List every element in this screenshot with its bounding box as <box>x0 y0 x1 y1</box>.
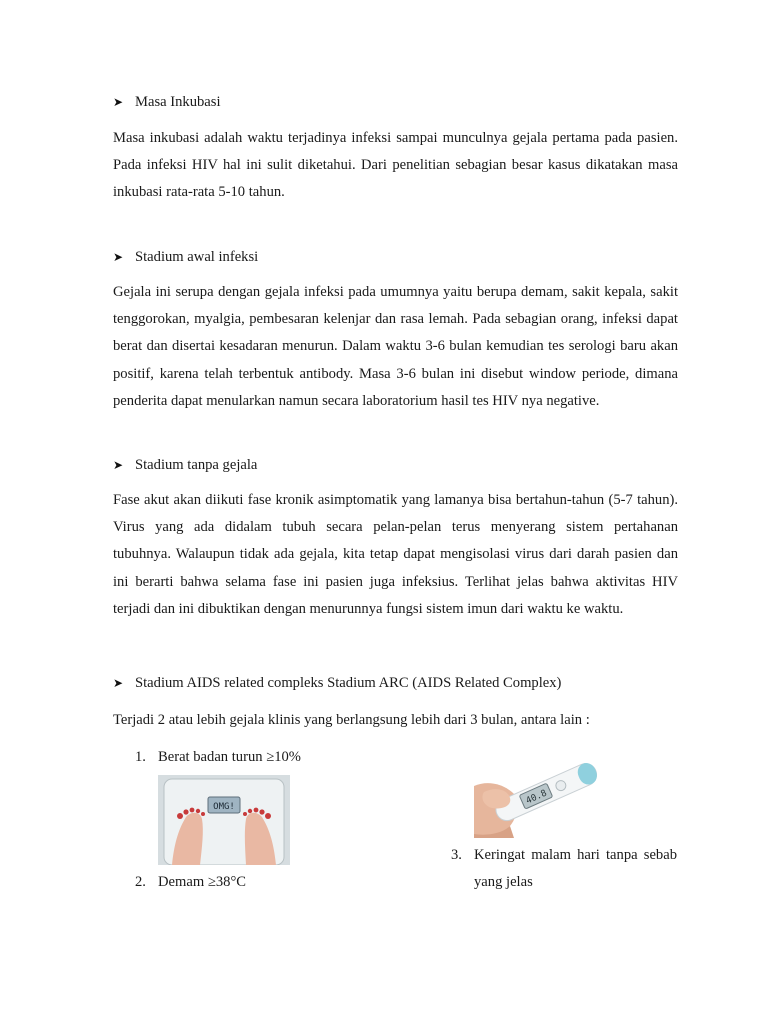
bathroom-scale-image <box>158 775 290 865</box>
scale-illustration <box>158 775 290 865</box>
text-line: terjadi dan ini dibuktikan dengan menurunnya fungsi sistem imun dari waktu ke waktu. <box>113 600 624 617</box>
arrow-bullet-icon: ➤ <box>113 676 124 690</box>
section-title: Stadium AIDS related compleks Stadium ARC (AIDS Related Complex) <box>135 675 562 691</box>
text-line: ini berarti bahwa selama fase ini pasien juga infeksius. Terlihat jelas bahwa aktivitas HIV <box>113 573 678 590</box>
section-heading <box>113 247 258 267</box>
text-line: Pada infeksi HIV hal ini sulit diketahui. Dari penelitian sebagian besar kasus dikatakan masa <box>113 157 678 174</box>
text-line: Virus yang ada didalam tubuh secara pelan-pelan terus menyerang sistem pertahanan <box>113 519 678 536</box>
arrow-bullet-icon: ➤ <box>113 95 124 109</box>
thermometer-display-text: 40.8 <box>524 788 549 807</box>
thermometer-illustration <box>474 746 602 838</box>
document-page <box>113 0 678 1024</box>
text-line: Masa inkubasi adalah waktu terjadinya infeksi sampai munculnya gejala pertama pada pasien. <box>113 130 678 146</box>
section-title: Stadium awal infeksi <box>135 249 259 265</box>
section-title: Masa Inkubasi <box>135 94 221 110</box>
list-text: Keringat malam hari tanpa sebab <box>474 847 677 863</box>
list-item <box>135 869 246 896</box>
list-text-block <box>474 842 677 896</box>
section-heading <box>113 92 221 112</box>
arrow-bullet-icon: ➤ <box>113 458 124 472</box>
list-number: 1. <box>135 749 146 765</box>
list-text: yang jelas <box>474 874 533 890</box>
arrow-bullet-icon: ➤ <box>113 250 124 264</box>
text-line: berat dan disertai kesadaran menurun. Dalam waktu 3-6 bulan kemudian tes serologi baru akan <box>113 338 678 355</box>
list-item <box>135 744 301 771</box>
section-paragraph <box>113 707 678 734</box>
text-line: penderita dapat menularkan namun secara laboratorium hasil tes HIV nya negative. <box>113 392 600 409</box>
text-line: Gejala ini serupa dengan gejala infeksi pada umumnya yaitu berupa demam, sakit kepala, sakit <box>113 284 678 300</box>
section-title: Stadium tanpa gejala <box>135 457 258 473</box>
text-line: Terjadi 2 atau lebih gejala klinis yang berlangsung lebih dari 3 bulan, antara lain : <box>113 712 590 728</box>
scale-display-text: OMG! <box>213 802 235 812</box>
list-text: Demam ≥38°C <box>158 874 247 890</box>
text-line: inkubasi rata-rata 5-10 tahun. <box>113 184 285 201</box>
section-paragraph <box>113 125 678 207</box>
text-line: Fase akut akan diikuti fase kronik asimptomatik yang lamanya bisa bertahun-tahun (5-7 tahun). <box>113 492 678 508</box>
section-heading <box>113 455 257 475</box>
list-number: 2. <box>135 874 146 890</box>
text-line: tubuhnya. Walaupun tidak ada gejala, kita tetap dapat mengisolasi virus dari darah pasien dan <box>113 546 678 563</box>
list-number: 3. <box>451 847 462 863</box>
text-line: positif, karena telah terbentuk antibody. Masa 3-6 bulan ini disebut window periode, dimana <box>113 365 678 382</box>
text-line: tenggorokan, myalgia, pembesaran kelenjar dan rasa lemah. Pada sebagian orang, infeksi dapat <box>113 311 678 328</box>
section-paragraph <box>113 279 678 415</box>
list-text: Berat badan turun ≥10% <box>158 749 301 765</box>
list-item <box>451 842 677 896</box>
section-heading <box>113 673 561 693</box>
thermometer-image <box>474 746 602 838</box>
section-paragraph <box>113 487 678 623</box>
